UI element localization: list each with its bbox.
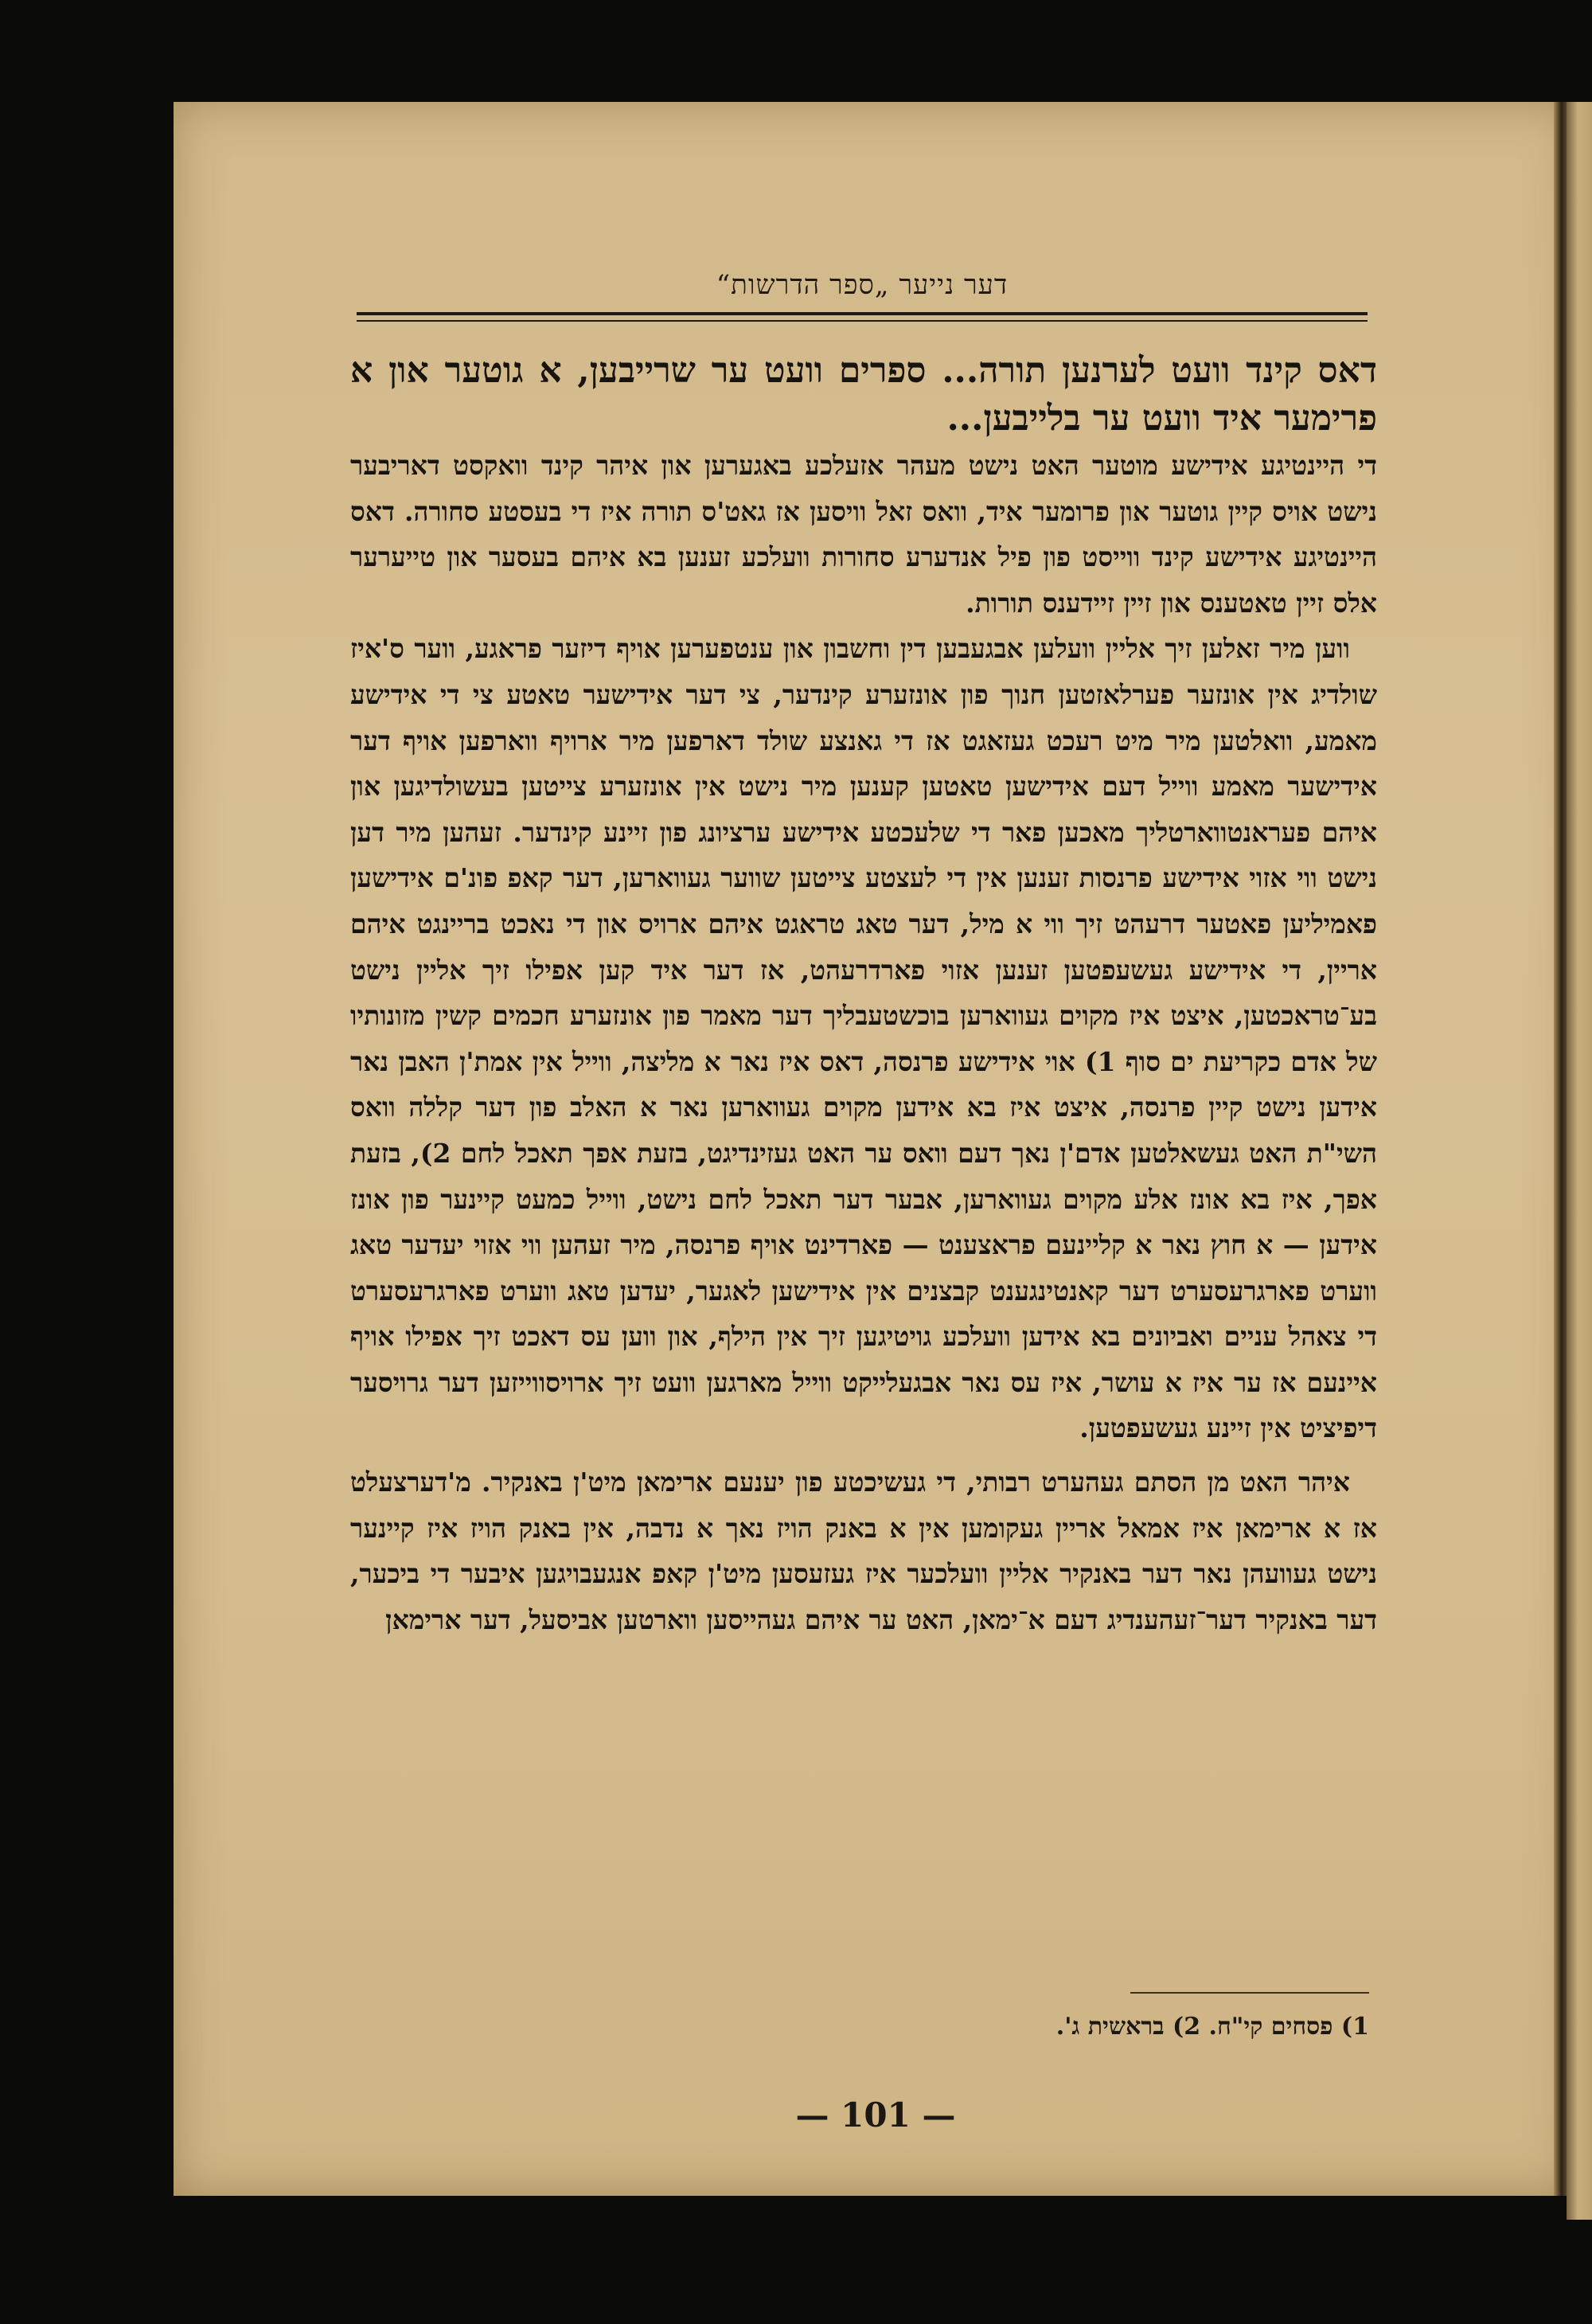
paragraph-3: איהר האט מן הסתם געהערט רבותי, די געשיכטע פון יענעם ארימאן מיט'ן באנקיר. מ'דערצעלט אז א ארימאן איז אמאל אריין געקומען אין א באנק הויז נאך א נדבה, אין באנק הויז איז קיינער נישט געוועהן נאר דער באנקיר אליין וועלכער איז געזעסען מיט'ן קאפ אנגעבויגען איבער די ביכער, דער באנקיר דער־זעהענדיג דעם א־ימאן, האט ער איהם געהייסען ווארטען אביסעל, דער ארימאן (350, 1467, 1377, 1635)
footnotes: 1) פסחים קי"ח. 2) בראשית ג'. (1055, 2013, 1369, 2041)
page-gutter (1554, 102, 1567, 2196)
footnote-rule (1130, 1992, 1369, 1994)
next-page-edge (1567, 102, 1592, 2220)
paragraph-2: ווען מיר זאלען זיך אליין וועלען אבגעבען דין וחשבון און ענטפערען אויף דיזער פראגע, ווער ס'איז שולדיג אין אונזער פערלאזטען חנוך פון אונזערע קינדער, צי דער אידישער טאטע צי די אידישע מאמע, וואלטען מיר מיט רעכט געזאגט אז די גאנצע שולד דארפען מיר ארויף ווארפען אויף דער אידישער מאמע ווייל דעם אידישען טאטען קענען מיר נישט אין אונזערע צייטען בעשולדיגען און איהם פעראנטווארטליך מאכען פאר די שלעכטע אידישע ערציונג פון זיינע קינדער. זעהען מיר דען נישט ווי אזוי אידישע פרנסות זענען אין די לעצטע צייטען שווער געווארען, דער קאפ פונ'ם אידישען פאמיליען פאטער דרעהט זיך ווי א מיל, דער טאג טראגט איהם ארויס און די נאכט בריינגט איהם אריין, די אידישע געשעפטען זענען אזוי פארדרעהט, אז דער איד קען אפילו זיך אליין נישט בע־טראכטען, איצט איז מקוים געווארען בוכשטעבליך דער מאמר פון אונזערע חכמים קשין מזונותיו של אדם כקריעת ים סוף 1) אוי אידישע פרנסה, דאס איז נאר א מליצה, ווייל אין אמת'ן האבן נאר אידען נישט קיין פרנסה, איצט איז בא אידען מקוים געווארען נאר א האלב פון דער קללה וואס השי"ת האט געשאלטען אדם'ן נאך דעם וואס ער האט געזינדיגט, בזעת אפך תאכל לחם 2), בזעת אפך, איז בא אונז אלע מקוים געווארען, אבער דער תאכל לחם נישט, ווייל כמעט קיינער פון אונז אידען — א חוץ נאר א קליינעם פראצענט — פארדינט אויף פרנסה, מיר זעהען ווי אזוי יעדער טאג ווערט פארגרעסערט דער קאנטינגענט קבצנים אין אידישען לאגער, יעדען טאג ווערט פארגרעסערט די צאהל עניים ואביונים בא אידען וועלכע גויטיגען זיך אין הילף, און ווען עס דאכט זיך אפילו אויף איינעם אז ער איז א עושר, איז עס נאר אבגעלייקט ווייל מארגען וועט זיך ארויסווייזען דער גרויסער דיפיציט אין זיינע געשעפטען. (350, 633, 1378, 1444)
lead-paragraph: דאס קינד וועט לערנען תורה... ספרים וועט ער שרייבען, א גוטער און א פרימער איד וועט ער בלייבען... (350, 350, 1377, 439)
header-rule (357, 312, 1368, 322)
page-body (350, 347, 1377, 1642)
page-number: — 101 — (795, 2096, 956, 2135)
paragraph-1: די היינטיגע אידישע מוטער האט נישט מעהר אזעלכע באגערען און איהר קינד וואקסט דאריבער נישט אויס קיין גוטער און פרומער איד, וואס זאל וויסען אז גאט'ס תורה איז די בעסטע סחורה. דאס היינטיגע אידישע קינד ווייסט פון פיל אנדערע סחורות וועלכע זענען בא איהם בעסער און טייערער אלס זיין טאטענס און זיין זיידענס תורות. (350, 450, 1377, 619)
running-header: דער נייער „ספר הדרשות“ (716, 269, 1009, 301)
